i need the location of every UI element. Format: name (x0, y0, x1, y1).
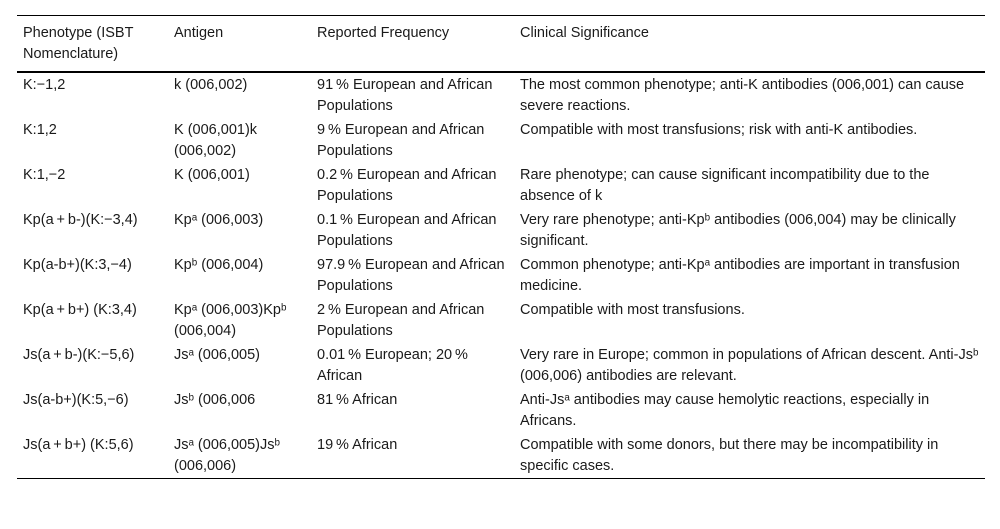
header-clinical-significance: Clinical Significance (520, 25, 649, 41)
cell-antigen: Jsᵇ (006,006 (174, 392, 256, 408)
header-frequency: Reported Frequency (317, 25, 450, 41)
cell-clinical-significance: Common phenotype; anti-Kpᵃ antibodies are important in transfusion medicine. (520, 257, 960, 294)
cell-phenotype: Js(a + b-)(K:−5,6) (23, 347, 135, 363)
cell-frequency: 81 % African (317, 392, 398, 408)
cell-frequency: 97.9 % European and African Populations (317, 257, 505, 294)
cell-antigen: k (006,002) (174, 77, 248, 93)
cell-frequency: 2 % European and African Populations (317, 302, 485, 339)
cell-clinical-significance: The most common phenotype; anti-K antibodies (006,001) can cause severe reactions. (520, 77, 965, 114)
cell-antigen: Jsᵃ (006,005) (174, 347, 260, 363)
table-row (17, 163, 985, 208)
table-row (17, 253, 985, 298)
table-row (17, 208, 985, 253)
cell-frequency: 0.2 % European and African Populations (317, 167, 497, 204)
table-row (17, 433, 985, 479)
cell-phenotype: K:1,−2 (23, 167, 66, 183)
table-header (17, 16, 985, 73)
cell-phenotype: Js(a-b+)(K:5,−6) (23, 392, 129, 408)
cell-clinical-significance: Anti-Jsᵃ antibodies may cause hemolytic reactions, especially in Africans. (520, 392, 930, 429)
cell-antigen: Jsᵃ (006,005)Jsᵇ (006,006) (174, 437, 280, 474)
cell-clinical-significance: Rare phenotype; can cause significant incompatibility due to the absence of k (520, 167, 930, 204)
cell-frequency: 0.01 % European; 20 % African (317, 347, 468, 384)
cell-antigen: K (006,001)k (006,002) (174, 122, 258, 159)
table-row (17, 72, 985, 118)
cell-antigen: K (006,001) (174, 167, 250, 183)
header-phenotype: Phenotype (ISBT Nomenclature) (23, 25, 134, 62)
cell-frequency: 9 % European and African Populations (317, 122, 485, 159)
table-body (17, 72, 985, 479)
cell-clinical-significance: Compatible with most transfusions; risk with anti-K antibodies. (520, 122, 918, 138)
table-row (17, 388, 985, 433)
cell-clinical-significance: Compatible with some donors, but there may be incompatibility in specific cases. (520, 437, 939, 474)
cell-phenotype: Kp(a-b+)(K:3,−4) (23, 257, 132, 273)
header-antigen: Antigen (174, 25, 224, 41)
cell-frequency: 0.1 % European and African Populations (317, 212, 497, 249)
cell-antigen: Kpᵃ (006,003)Kpᵇ (006,004) (174, 302, 287, 339)
cell-phenotype: Js(a + b+) (K:5,6) (23, 437, 134, 453)
cell-phenotype: K:−1,2 (23, 77, 66, 93)
header-row (17, 16, 985, 73)
cell-clinical-significance: Compatible with most transfusions. (520, 302, 745, 318)
table-row (17, 118, 985, 163)
cell-phenotype: Kp(a + b+) (K:3,4) (23, 302, 137, 318)
cell-clinical-significance: Very rare phenotype; anti-Kpᵇ antibodies (006,004) may be clinically significant. (520, 212, 956, 249)
cell-antigen: Kpᵇ (006,004) (174, 257, 264, 273)
kell-phenotype-table (17, 15, 985, 479)
cell-frequency: 91 % European and African Populations (317, 77, 493, 114)
cell-phenotype: K:1,2 (23, 122, 57, 138)
table-row (17, 343, 985, 388)
cell-clinical-significance: Very rare in Europe; common in populations of African descent. Anti-Jsᵇ (006,006) antibodies are relevant. (520, 347, 979, 384)
table-row (17, 298, 985, 343)
cell-antigen: Kpᵃ (006,003) (174, 212, 264, 228)
cell-frequency: 19 % African (317, 437, 398, 453)
cell-phenotype: Kp(a + b-)(K:−3,4) (23, 212, 138, 228)
